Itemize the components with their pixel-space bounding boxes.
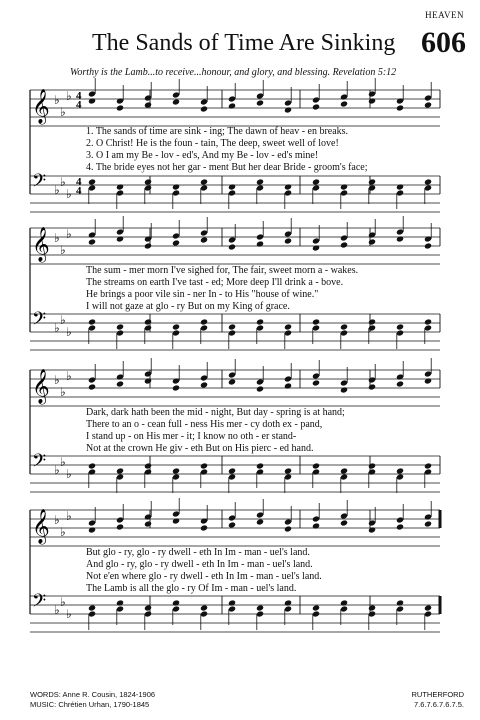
notehead: [172, 467, 180, 474]
notehead: [368, 526, 376, 533]
flat-icon: ♭: [66, 325, 72, 339]
lyric-line: 4. The bride eyes not her gar - ment But her dear Bride - groom's face;: [86, 162, 368, 173]
notehead: [284, 106, 292, 113]
treble-clef-icon: 𝄞: [32, 89, 50, 124]
notehead: [340, 323, 348, 330]
flat-icon: ♭: [66, 89, 72, 103]
notehead: [172, 517, 180, 524]
flat-icon: ♭: [60, 385, 66, 399]
notehead: [424, 178, 432, 185]
lyric-line: I will not gaze at glo - ry But on my King of grace.: [86, 301, 290, 312]
notehead: [228, 183, 236, 190]
lyric-line: 2. O Christ! He is the foun - tain, The deep, sweet well of love!: [86, 138, 339, 149]
flat-icon: ♭: [54, 373, 60, 387]
flat-icon: ♭: [60, 525, 66, 539]
hymn-title: The Sands of Time Are Sinking: [92, 30, 396, 56]
notehead: [88, 604, 96, 611]
notehead: [284, 599, 292, 606]
notehead: [312, 318, 320, 325]
notehead: [340, 467, 348, 474]
notehead: [172, 384, 180, 391]
notehead: [228, 323, 236, 330]
notehead: [88, 178, 96, 185]
notehead: [144, 318, 152, 325]
notehead: [116, 380, 124, 387]
notehead: [396, 599, 404, 606]
notehead: [312, 178, 320, 185]
time-signature: 4: [76, 99, 82, 111]
notehead: [228, 521, 236, 528]
notehead: [88, 462, 96, 469]
notehead: [340, 241, 348, 248]
lyric-line: Not e'en where glo - ry dwell - eth In Im - man - uel's land.: [86, 571, 322, 582]
notehead: [424, 604, 432, 611]
notehead: [284, 183, 292, 190]
notehead: [116, 235, 124, 242]
notehead: [200, 178, 208, 185]
treble-clef-icon: 𝄞: [32, 509, 50, 544]
lyric-line: But glo - ry, glo - ry dwell - eth In Im - man - uel's land.: [86, 547, 310, 558]
notehead: [284, 382, 292, 389]
notehead: [396, 235, 404, 242]
bass-clef-icon: 𝄢: [32, 309, 47, 334]
lyric-line: 1. The sands of time are sink - ing; The dawn of heav - en breaks.: [86, 126, 349, 137]
flat-icon: ♭: [66, 509, 72, 523]
treble-clef-icon: 𝄞: [32, 369, 50, 404]
notehead: [340, 519, 348, 526]
section-label: HEAVEN: [425, 10, 464, 20]
notehead: [424, 101, 432, 108]
notehead: [284, 237, 292, 244]
notehead: [256, 240, 264, 247]
notehead: [368, 318, 376, 325]
flat-icon: ♭: [54, 321, 60, 335]
flat-icon: ♭: [54, 513, 60, 527]
notehead: [172, 323, 180, 330]
notehead: [144, 377, 152, 384]
notehead: [256, 462, 264, 469]
lyric-line: I stand up - on His mer - it; I know no oth - er stand-: [86, 431, 297, 442]
flat-icon: ♭: [60, 313, 66, 327]
notehead: [144, 178, 152, 185]
notehead: [368, 604, 376, 611]
notehead: [116, 323, 124, 330]
lyric-line: The streams on earth I've tast - ed; More deep I'll drink a - bove.: [86, 277, 344, 288]
notehead: [396, 183, 404, 190]
notehead: [200, 236, 208, 243]
notehead: [256, 385, 264, 392]
bass-clef-icon: 𝄢: [32, 171, 47, 196]
notehead: [424, 462, 432, 469]
notehead: [312, 522, 320, 529]
notehead: [396, 323, 404, 330]
flat-icon: ♭: [54, 183, 60, 197]
lyric-line: He brings a poor vile sin - ner In - to His "house of wine.": [86, 289, 319, 300]
notehead: [144, 520, 152, 527]
notehead: [340, 100, 348, 107]
notehead: [200, 604, 208, 611]
notehead: [200, 318, 208, 325]
notehead: [368, 97, 376, 104]
notehead: [284, 467, 292, 474]
lyric-line: And glo - ry, glo - ry dwell - eth In Im - man - uel's land.: [86, 559, 313, 570]
lyric-line: 3. O I am my Be - lov - ed's, And my Be - lov - ed's mine!: [86, 150, 319, 161]
flat-icon: ♭: [66, 187, 72, 201]
notehead: [172, 239, 180, 246]
lyric-line: There to an o - cean full - ness His mer - cy doth ex - pand,: [86, 419, 323, 430]
meter: 7.6.7.6.7.6.7.5.: [413, 700, 464, 709]
music-credit: MUSIC: Chrétien Urhan, 1790-1845: [30, 700, 150, 709]
hymn-number: 606: [421, 26, 466, 59]
notehead: [340, 386, 348, 393]
notehead: [256, 318, 264, 325]
notehead: [256, 99, 264, 106]
notehead: [88, 238, 96, 245]
notehead: [116, 523, 124, 530]
notehead: [424, 318, 432, 325]
notehead: [144, 462, 152, 469]
flat-icon: ♭: [60, 455, 66, 469]
notehead: [88, 526, 96, 533]
flat-icon: ♭: [60, 175, 66, 189]
flat-icon: ♭: [66, 607, 72, 621]
notehead: [88, 97, 96, 104]
notehead: [200, 381, 208, 388]
lyric-line: Dark, dark hath been the mid - night, But day - spring is at hand;: [86, 407, 345, 418]
notehead: [396, 523, 404, 530]
notehead: [424, 377, 432, 384]
flat-icon: ♭: [60, 595, 66, 609]
notehead: [172, 599, 180, 606]
notehead: [312, 103, 320, 110]
flat-icon: ♭: [66, 467, 72, 481]
notehead: [228, 599, 236, 606]
notehead: [144, 604, 152, 611]
time-signature: 4: [76, 185, 82, 197]
notehead: [284, 525, 292, 532]
notehead: [116, 599, 124, 606]
notehead: [284, 323, 292, 330]
notehead: [228, 243, 236, 250]
notehead: [368, 462, 376, 469]
notehead: [396, 104, 404, 111]
notehead: [116, 183, 124, 190]
time-signature: 4: [76, 176, 82, 188]
tune-info: [412, 690, 465, 710]
notehead: [200, 105, 208, 112]
bass-clef-icon: 𝄢: [32, 591, 47, 616]
flat-icon: ♭: [66, 369, 72, 383]
flat-icon: ♭: [60, 243, 66, 257]
notehead: [368, 238, 376, 245]
tune-name: RUTHERFORD: [411, 690, 464, 699]
flat-icon: ♭: [54, 603, 60, 617]
notehead: [88, 383, 96, 390]
notehead: [368, 178, 376, 185]
flat-icon: ♭: [54, 231, 60, 245]
notehead: [116, 467, 124, 474]
flat-icon: ♭: [54, 93, 60, 107]
notehead: [312, 244, 320, 251]
notehead: [88, 318, 96, 325]
notehead: [256, 518, 264, 525]
flat-icon: ♭: [54, 463, 60, 477]
notehead: [200, 524, 208, 531]
scripture-epigraph: Worthy is the Lamb...to receive...honour, and glory, and blessing. Revelation 5:12: [70, 67, 397, 78]
bass-clef-icon: 𝄢: [32, 451, 47, 476]
notehead: [340, 183, 348, 190]
notehead: [256, 604, 264, 611]
notehead: [172, 98, 180, 105]
credits: [30, 690, 155, 710]
lyric-line: Not at the crown He giv - eth But on His pierc - ed hand.: [86, 443, 314, 454]
treble-clef-icon: 𝄞: [32, 227, 50, 262]
notehead: [368, 383, 376, 390]
time-signature: 4: [76, 90, 82, 102]
notehead: [312, 604, 320, 611]
notehead: [144, 101, 152, 108]
notehead: [228, 102, 236, 109]
notehead: [228, 467, 236, 474]
notehead: [200, 462, 208, 469]
lyric-line: The sum - mer morn I've sighed for, The fair, sweet morn a - wakes.: [86, 265, 359, 276]
notehead: [340, 599, 348, 606]
notehead: [172, 183, 180, 190]
words-credit: WORDS: Anne R. Cousin, 1824-1906: [30, 690, 156, 699]
notehead: [144, 242, 152, 249]
notehead: [312, 462, 320, 469]
flat-icon: ♭: [60, 105, 66, 119]
flat-icon: ♭: [66, 227, 72, 241]
notehead: [396, 380, 404, 387]
notehead: [312, 379, 320, 386]
notehead: [424, 520, 432, 527]
notehead: [424, 242, 432, 249]
notehead: [396, 467, 404, 474]
notehead: [228, 378, 236, 385]
notehead: [116, 104, 124, 111]
notehead: [256, 178, 264, 185]
lyric-line: The Lamb is all the glo - ry Of Im - man - uel's land.: [86, 583, 297, 594]
